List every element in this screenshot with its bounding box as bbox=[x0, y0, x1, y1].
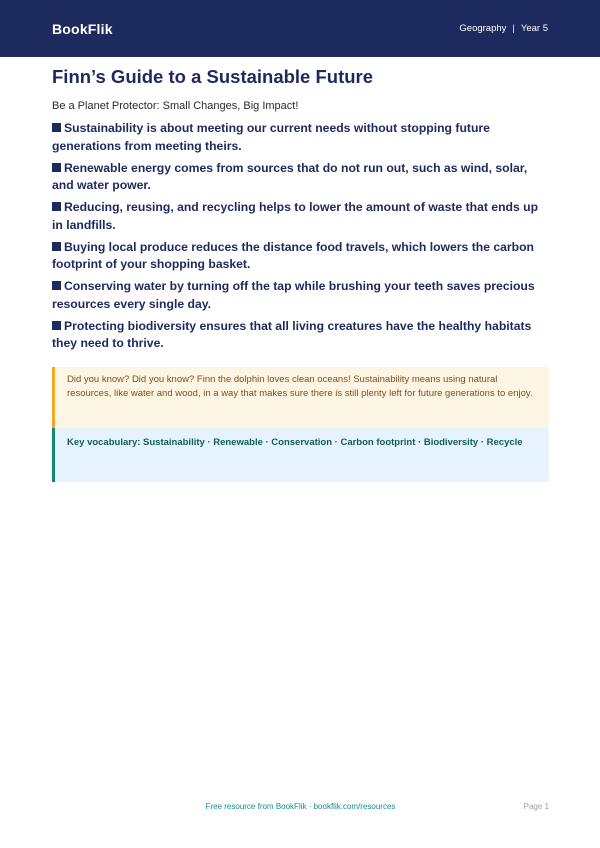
page-subtitle: Be a Planet Protector: Small Changes, Big Impact! bbox=[52, 100, 299, 112]
square-bullet-icon bbox=[52, 281, 61, 290]
page-number: Page 1 bbox=[523, 802, 549, 811]
key-vocabulary-text: Key vocabulary: Sustainability · Renewable · Conservation · Carbon footprint · Biodiversity · Recycle bbox=[67, 437, 523, 448]
point-text: Renewable energy comes from sources that do not run out, such as wind, solar, and water power. bbox=[52, 160, 528, 193]
list-item bbox=[52, 120, 549, 155]
footer-resource-link[interactable]: Free resource from BookFlik · bookflik.com/resources bbox=[205, 802, 396, 811]
point-text: Sustainability is about meeting our current needs without stopping future generations from meeting theirs. bbox=[52, 121, 490, 153]
brand-logo-text[interactable]: BookFlik bbox=[52, 20, 113, 37]
list-item bbox=[52, 278, 549, 313]
meta-separator: | bbox=[512, 23, 515, 34]
square-bullet-icon bbox=[52, 202, 61, 211]
square-bullet-icon bbox=[52, 123, 61, 132]
subject-label: Geography bbox=[459, 23, 507, 34]
document-body bbox=[52, 66, 549, 358]
did-you-know-callout bbox=[52, 367, 549, 428]
subject-year-meta bbox=[459, 23, 548, 34]
year-label: Year 5 bbox=[520, 23, 548, 34]
point-text: Protecting biodiversity ensures that all living creatures have the healthy habitats they need to thrive. bbox=[52, 318, 532, 351]
point-text: Buying local produce reduces the distance food travels, which lowers the carbon footprint of your shopping basket. bbox=[52, 239, 535, 272]
key-vocabulary-callout bbox=[52, 428, 549, 482]
top-banner bbox=[0, 0, 600, 57]
square-bullet-icon bbox=[52, 242, 61, 251]
key-points-list bbox=[52, 120, 549, 353]
point-text: Reducing, reusing, and recycling helps to lower the amount of waste that ends up in landfills. bbox=[52, 200, 539, 232]
page-footer bbox=[52, 802, 549, 816]
did-you-know-text: Did you know? Did you know? Finn the dolphin loves clean oceans! Sustainability means using natural resources, like water and wood, in a way that makes sure there is still plenty left for future generations to enjoy. bbox=[67, 374, 533, 400]
point-text: Conserving water by turning off the tap while brushing your teeth saves precious resources every single day. bbox=[52, 279, 535, 311]
list-item bbox=[52, 160, 549, 195]
list-item bbox=[52, 239, 549, 274]
square-bullet-icon bbox=[52, 321, 61, 330]
square-bullet-icon bbox=[52, 163, 61, 172]
page-title: Finn’s Guide to a Sustainable Future bbox=[52, 66, 374, 87]
list-item bbox=[52, 318, 549, 353]
list-item bbox=[52, 199, 549, 234]
